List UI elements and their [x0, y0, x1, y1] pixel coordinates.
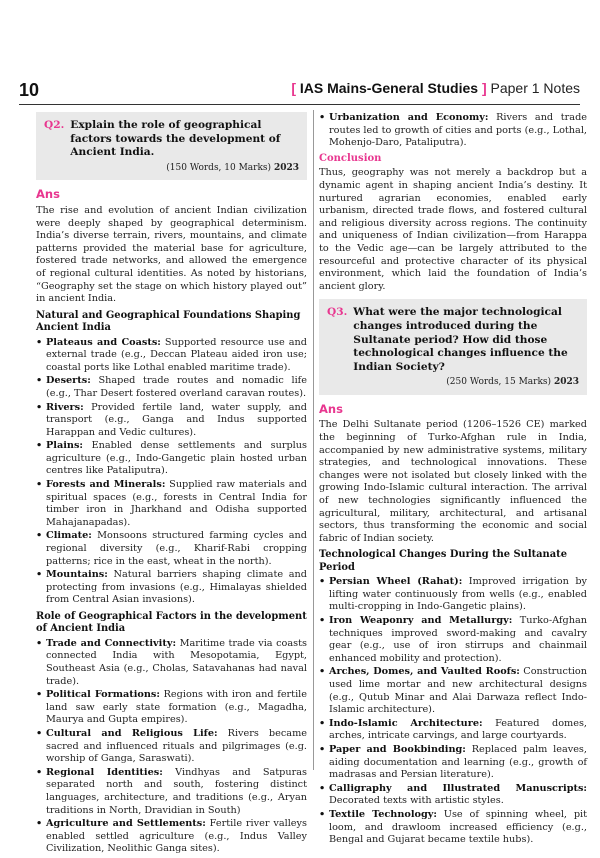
list-item — [319, 744, 587, 782]
list-item — [319, 718, 587, 743]
list-item — [36, 818, 307, 856]
item-term: Cultural and Religious Life: — [46, 727, 218, 739]
item-term: Persian Wheel (Rahat): — [329, 576, 463, 588]
item-text: Shaped trade routes and nomadic life (e.g., Thar Desert fostered overland caravan routes). — [46, 375, 307, 399]
item-term: Agriculture and Settlements: — [46, 818, 206, 830]
section-heading: Natural and Geographical Foundations Shaping Ancient India — [36, 309, 301, 334]
list-item — [36, 337, 307, 375]
list-item — [36, 569, 307, 607]
list-item — [36, 767, 307, 817]
item-text: Maritime trade via coasts connected India with Mesopotamia, Egypt, Southeast Asia (e.g., Cholas, Satavahanas had naval trade). — [46, 637, 307, 687]
item-term: Paper and Bookbinding: — [329, 743, 466, 755]
item-text: Monsoons structured farming cycles and regional diversity (e.g., Kharif-Rabi cropping patterns; rice in the east, wheat in the north). — [46, 530, 307, 567]
item-text: Provided fertile land, water supply, and transport (e.g., Ganga and Indus supported Harappan and Vedic cultures). — [46, 401, 307, 438]
series-title: IAS Mains-General Studies — [299, 80, 479, 96]
item-text: Regions with iron and fertile land saw early state formation (e.g., Magadha, Maurya and Gupta empires). — [46, 689, 307, 726]
conclusion-label: Conclusion — [319, 152, 382, 164]
list-item — [36, 402, 307, 440]
page-number: 10 — [19, 80, 40, 100]
list-item — [36, 440, 307, 478]
item-term: Deserts: — [46, 375, 91, 387]
list-item — [36, 689, 307, 727]
paper-label: Paper 1 Notes — [490, 80, 580, 96]
running-header — [291, 80, 580, 96]
answer-label: Ans — [319, 401, 343, 416]
item-term: Plateaus and Coasts: — [46, 336, 161, 348]
header-rule — [19, 104, 580, 105]
question-year: 2023 — [273, 162, 299, 173]
item-text: Enabled dense settlements and surplus agriculture (e.g., Indo-Gangetic plain hosted urban centres like Pataliputra). — [46, 440, 307, 477]
item-term: Forests and Minerals: — [46, 479, 166, 491]
item-term: Rivers: — [46, 401, 84, 413]
question-text: What were the major technological changes introduced during the Sultanate period? How did those technological changes influence the Indian Society? — [353, 306, 568, 373]
section-list-role-continued — [319, 112, 587, 150]
item-term: Trade and Connectivity: — [46, 637, 177, 649]
marks-text: (150 Words, 10 Marks) — [166, 162, 272, 173]
conclusion-text: Thus, geography was not merely a backdrop but a dynamic agent in shaping ancient India’s destiny. It nurtured agrarian economies, enabled early urbanism, directed trade flows, and fostered cultural and religious diversity across regions. The continuity and uniqueness of Indian civilization—from Harappa to the Vedic age—can be largely attributed to the resourceful and protective character of its physical environment, which laid the foundation of India’s ancient glory. — [319, 167, 587, 292]
question-box-q3 — [319, 299, 587, 395]
item-term: Textile Technology: — [329, 808, 437, 820]
item-text: Rivers became sacred and influenced rituals and pilgrimages (e.g. worship of Ganga, Saraswati). — [46, 727, 307, 765]
right-column — [319, 112, 587, 849]
item-term: Iron Weaponry and Metallurgy: — [329, 615, 513, 626]
question-marks — [327, 376, 579, 389]
item-text: Improved irrigation by lifting water continuously from wells (e.g., enabled multi-cropping in Indo-Gangetic plains). — [329, 576, 587, 613]
list-item — [319, 809, 587, 847]
question-q3 — [327, 306, 579, 374]
question-text: Explain the role of geographical factors towards the development of Ancient India. — [70, 119, 281, 159]
question-number: Q2. — [44, 119, 65, 131]
question-number: Q3. — [327, 306, 348, 319]
list-item — [319, 576, 587, 614]
answer-intro: The rise and evolution of ancient Indian civilization were deeply shaped by geographical determinism. India’s diverse terrain, rivers, mountains, and climate patterns provided the material base for agriculture, fostered trade networks, and allowed the emergence of regional cultural identities. As noted by historians, “Geography set the stage on which history played out” in ancient India. — [36, 204, 307, 305]
list-item — [319, 615, 587, 665]
marks-text: (250 Words, 15 Marks) — [446, 377, 552, 388]
item-term: Calligraphy and Illustrated Manuscripts: — [329, 782, 587, 794]
item-term: Arches, Domes, and Vaulted Roofs: — [329, 666, 520, 678]
item-text: Construction used lime mortar and new architectural designs (e.g., Qutub Minar and Alai Darwaza reflect Indo-Islamic architecture). — [329, 666, 587, 716]
question-q2 — [44, 119, 299, 160]
item-term: Mountains: — [46, 569, 108, 581]
list-item — [36, 375, 307, 400]
item-text: Supplied raw materials and spiritual spaces (e.g., forests in Central India for timber iron in Jharkhand and Odisha supported Mahajanapadas). — [46, 479, 308, 528]
item-text: Rivers and trade routes led to growth of cities and ports (e.g., Lothal, Mohenjo-Daro, Pataliputra). — [329, 112, 588, 149]
item-term: Indo-Islamic Architecture: — [329, 717, 483, 729]
item-text: Featured domes, arches, intricate carvings, and large courtyards. — [329, 717, 587, 742]
item-text: Fertile river valleys enabled settled agriculture (e.g., Indus Valley Civilization, Neolithic Ganga sites). — [46, 818, 307, 855]
item-term: Climate: — [46, 530, 92, 542]
section-heading: Technological Changes During the Sultanate Period — [319, 549, 567, 573]
item-text: Natural barriers shaping climate and protecting from invasions (e.g., Himalayas shielded from Central Asian invasions). — [46, 569, 307, 606]
item-text: Turko-Afghan techniques improved sword-making and cavalry gear (e.g., use of iron stirrups and chainmail enhanced mobility and protection). — [329, 615, 587, 664]
list-item — [319, 112, 587, 150]
list-item — [36, 530, 307, 568]
section-list-technology — [319, 576, 587, 846]
answer-intro: The Delhi Sultanate period (1206–1526 CE) marked the beginning of Turko-Afghan rule in India, accompanied by new administrative systems, military strategies, and technological innovations. These changes were not isolated but closely linked with the growing Indo-Islamic cultural interaction. The arrival of new technologies significantly influenced the agricultural, military, architectural, and artisanal sectors, thus transforming the economic and social fabric of Indian society. — [319, 419, 587, 544]
item-term: Political Formations: — [46, 689, 160, 701]
item-text: Use of spinning wheel, pit loom, and drawloom increased efficiency (e.g., Bengal and Gujarat became textile hubs). — [329, 808, 588, 846]
answer-label: Ans — [36, 187, 60, 202]
column-divider — [313, 110, 314, 770]
header-bracket-open: [ — [291, 80, 296, 96]
question-marks — [44, 162, 299, 175]
item-term: Urbanization and Economy: — [329, 112, 489, 123]
left-column — [36, 112, 307, 858]
list-item — [319, 783, 587, 808]
item-text: Replaced palm leaves, aiding documentation and learning (e.g., growth of madrasas and Persian literature). — [329, 743, 587, 781]
list-item — [319, 666, 587, 716]
question-year: 2023 — [553, 377, 579, 388]
list-item — [36, 479, 307, 529]
list-item — [36, 638, 307, 688]
header-bracket-close: ] — [481, 80, 487, 96]
item-term: Plains: — [46, 440, 83, 452]
item-term: Regional Identities: — [46, 766, 163, 778]
item-text: Decorated texts with artistic styles. — [329, 795, 504, 807]
question-box-q2 — [36, 112, 307, 180]
section-list-role — [36, 638, 307, 856]
item-text: Supported resource use and external trade (e.g., Deccan Plateau aided iron use; coastal ports like Lothal enabled maritime trade). — [46, 336, 307, 373]
list-item — [36, 728, 307, 766]
item-text: Vindhyas and Satpuras separated north and south, fostering distinct languages, architecture, and traditions (e.g., Aryan traditions in North, Dravidian in South) — [46, 766, 307, 816]
section-heading: Role of Geographical Factors in the development of Ancient India — [36, 611, 307, 635]
section-list-foundations — [36, 337, 307, 607]
